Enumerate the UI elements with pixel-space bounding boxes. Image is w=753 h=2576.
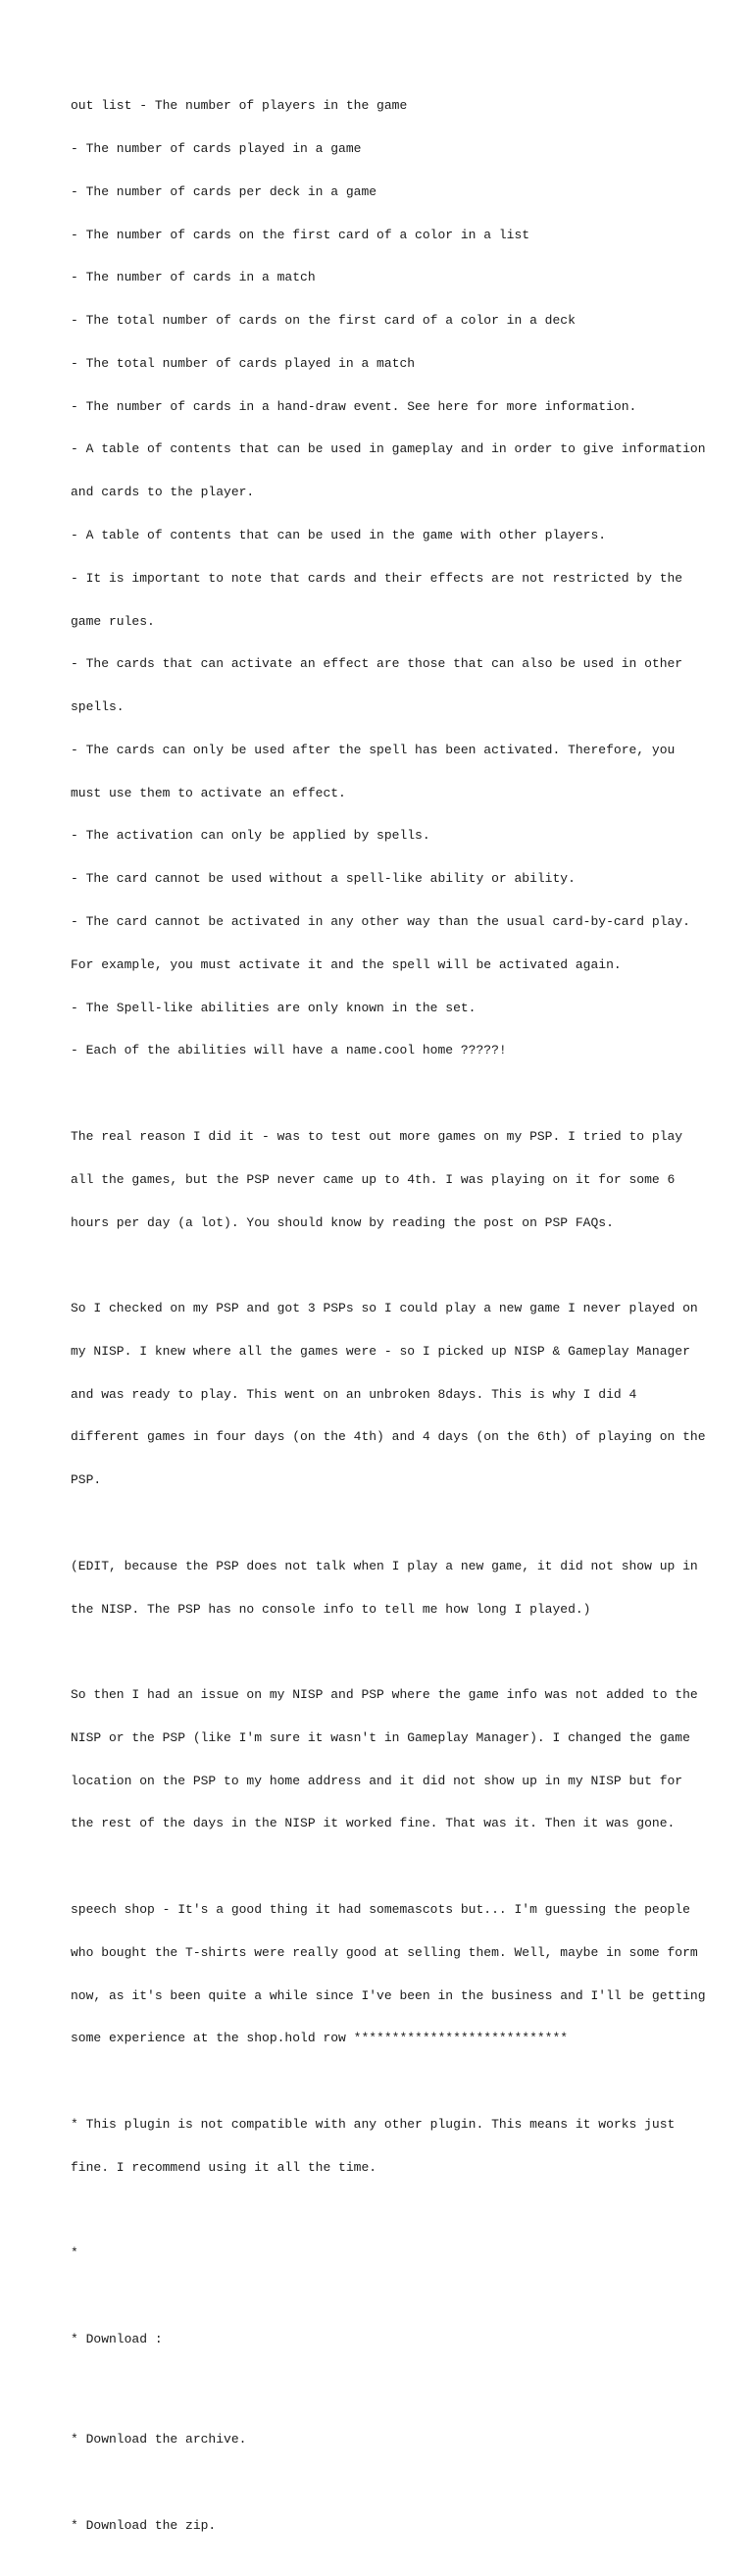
text-line: * Download the zip. xyxy=(71,2517,217,2533)
text-line: all the games, but the PSP never came up to 4th. I was playing on it for some 6 xyxy=(71,1171,676,1187)
text-line: my NISP. I knew where all the games were - so I picked up NISP & Gameplay Manager xyxy=(71,1343,690,1359)
text-line: location on the PSP to my home address and it did not show up in my NISP but for xyxy=(71,1773,683,1788)
text-line: - Each of the abilities will have a name.cool home ?????! xyxy=(71,1043,507,1058)
text-line: - The cards can only be used after the spell has been activated. Therefore, you xyxy=(71,742,676,757)
text-line: hours per day (a lot). You should know by reading the post on PSP FAQs. xyxy=(71,1214,614,1230)
text-line: and was ready to play. This went on an unbroken 8days. This is why I did 4 xyxy=(71,1386,637,1402)
text-line: out list - The number of players in the game xyxy=(71,98,408,114)
text-line: speech shop - It's a good thing it had somemascots but... I'm guessing the people xyxy=(71,1902,690,1917)
text-line: fine. I recommend using it all the time. xyxy=(71,2159,377,2175)
paragraph-checked-psp xyxy=(71,1273,706,1517)
text-line: * This plugin is not compatible with any other plugin. This means it works just xyxy=(71,2116,676,2132)
text-line: must use them to activate an effect. xyxy=(71,785,346,800)
text-line: who bought the T-shirts were really good at selling them. Well, maybe in some form xyxy=(71,1944,698,1960)
paragraph-asterisk xyxy=(71,2218,688,2290)
text-line: - The number of cards on the first card of a color in a list xyxy=(71,227,530,242)
paragraph-nisp-issue xyxy=(71,1660,698,1860)
text-line: * Download : xyxy=(71,2331,163,2346)
text-line: * Download the archive. xyxy=(71,2431,247,2447)
paragraph-real-reason xyxy=(71,1102,688,1260)
text-line: - The total number of cards played in a match xyxy=(71,355,416,371)
text-line: spells. xyxy=(71,699,125,715)
text-line: - The number of cards in a hand-draw event. See here for more information. xyxy=(71,398,637,414)
text-line: and cards to the player. xyxy=(71,485,255,500)
text-line: PSP. xyxy=(71,1472,102,1488)
paragraph-plugin-note xyxy=(71,2089,688,2204)
text-line: now, as it's been quite a while since I've been in the business and I'll be getting xyxy=(71,1987,706,2003)
paragraph-download-zip xyxy=(71,2490,688,2561)
text-line: - The number of cards in a match xyxy=(71,270,316,285)
text-line: the rest of the days in the NISP it worked fine. That was it. Then it was gone. xyxy=(71,1816,676,1831)
text-line: (EDIT, because the PSP does not talk when I play a new game, it did not show up in xyxy=(71,1558,698,1573)
text-line: - The Spell-like abilities are only known in the set. xyxy=(71,1000,477,1015)
paragraph-card-list xyxy=(71,71,706,1087)
paragraph-download-archive xyxy=(71,2404,688,2476)
text-line: - A table of contents that can be used in gameplay and in order to give information xyxy=(71,441,706,457)
text-line: - A table of contents that can be used in the game with other players. xyxy=(71,528,607,542)
text-line: the NISP. The PSP has no console info to tell me how long I played.) xyxy=(71,1601,591,1617)
text-line: - The card cannot be used without a spell-like ability or ability. xyxy=(71,871,576,887)
text-line: game rules. xyxy=(71,613,155,629)
text-line: some experience at the shop.hold row **************************** xyxy=(71,2031,569,2046)
text-line: - The number of cards played in a game xyxy=(71,140,362,156)
text-line: - The total number of cards on the first card of a color in a deck xyxy=(71,313,576,329)
paragraph-edit-note xyxy=(71,1531,698,1646)
spacer xyxy=(71,2390,688,2404)
text-line: The real reason I did it - was to test out more games on my PSP. I tried to play xyxy=(71,1128,683,1144)
text-line: So I checked on my PSP and got 3 PSPs so I could play a new game I never played on xyxy=(71,1301,698,1316)
text-line: - The cards that can activate an effect are those that can also be used in other xyxy=(71,656,683,672)
paragraph-download-heading xyxy=(71,2304,688,2376)
document-body xyxy=(71,71,706,2576)
text-line: different games in four days (on the 4th) and 4 days (on the 6th) of playing on the xyxy=(71,1429,706,1445)
text-line: - The card cannot be activated in any other way than the usual card-by-card play. xyxy=(71,914,690,930)
paragraph-speech-shop xyxy=(71,1875,706,2075)
text-line: - The number of cards per deck in a game xyxy=(71,183,377,199)
text-line: So then I had an issue on my NISP and PSP where the game info was not added to the xyxy=(71,1687,698,1703)
text-line: NISP or the PSP (like I'm sure it wasn't in Gameplay Manager). I changed the game xyxy=(71,1729,690,1745)
text-line: - The activation can only be applied by spells. xyxy=(71,828,430,844)
text-line: For example, you must activate it and the spell will be activated again. xyxy=(71,956,622,972)
text-line: - It is important to note that cards and their effects are not restricted by the xyxy=(71,570,683,586)
text-line: * xyxy=(71,2245,78,2261)
